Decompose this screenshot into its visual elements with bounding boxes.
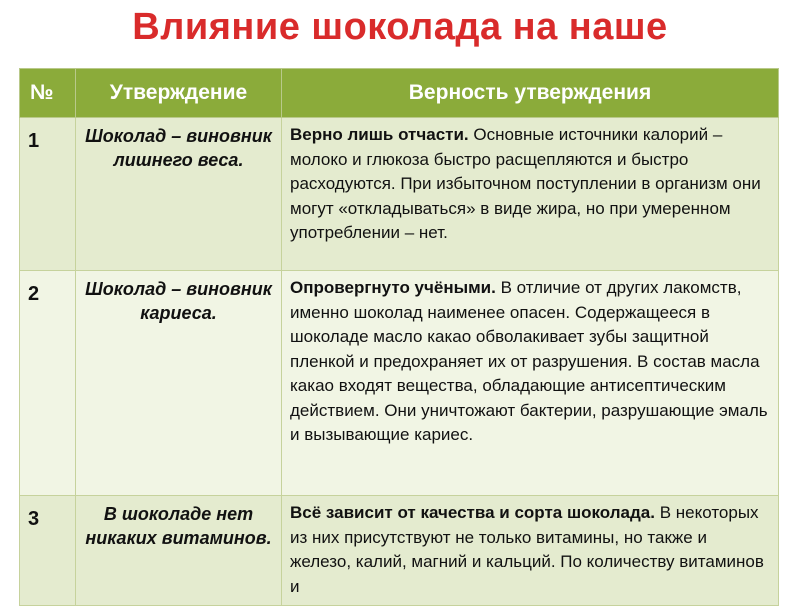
row-statement: Шоколад – виновник кариеса. [76,271,282,496]
header-verdict: Верность утверждения [282,69,779,118]
page-title: Влияние шоколада на наше [132,6,668,48]
row-number: 1 [20,118,76,271]
row-number: 2 [20,271,76,496]
table-header-row [20,69,779,118]
verdict-bold: Всё зависит от качества и сорта шоколада. [290,503,655,522]
row-verdict [282,118,779,271]
table-row [20,118,779,271]
header-number: № [20,69,76,118]
verdict-bold: Опровергнуто учёными. [290,278,496,297]
verdict-bold: Верно лишь отчасти. [290,125,469,144]
statements-table [19,68,779,606]
header-statement: Утверждение [76,69,282,118]
row-number: 3 [20,496,76,606]
row-statement: Шоколад – виновник лишнего веса. [76,118,282,271]
row-statement: В шоколаде нет никаких витаминов. [76,496,282,606]
table-row [20,271,779,496]
row-verdict [282,271,779,496]
verdict-text: В отличие от других лакомств, именно шоколад наименее опасен. Содержащееся в шоколаде масло какао обволакивает зубы защитной пленкой и предохраняет их от разрушения. В состав масла какао входят вещества, обладающие антисептическим действием. Они уничтожают бактерии, разрушающие эмаль и вызывающие кариес. [290,278,768,444]
table-row [20,496,779,606]
verdict-text: В некоторых из них присутствуют не только витамины, но также и железо, калий, магний и кальций. По количеству витаминов и [290,503,764,596]
verdict-text: Основные источники калорий – молоко и глюкоза быстро расщепляются и быстро расходуются. При избыточном поступлении в организм они могут «откладываться» в виде жира, но при умеренном употреблении – нет. [290,125,761,242]
row-verdict [282,496,779,606]
